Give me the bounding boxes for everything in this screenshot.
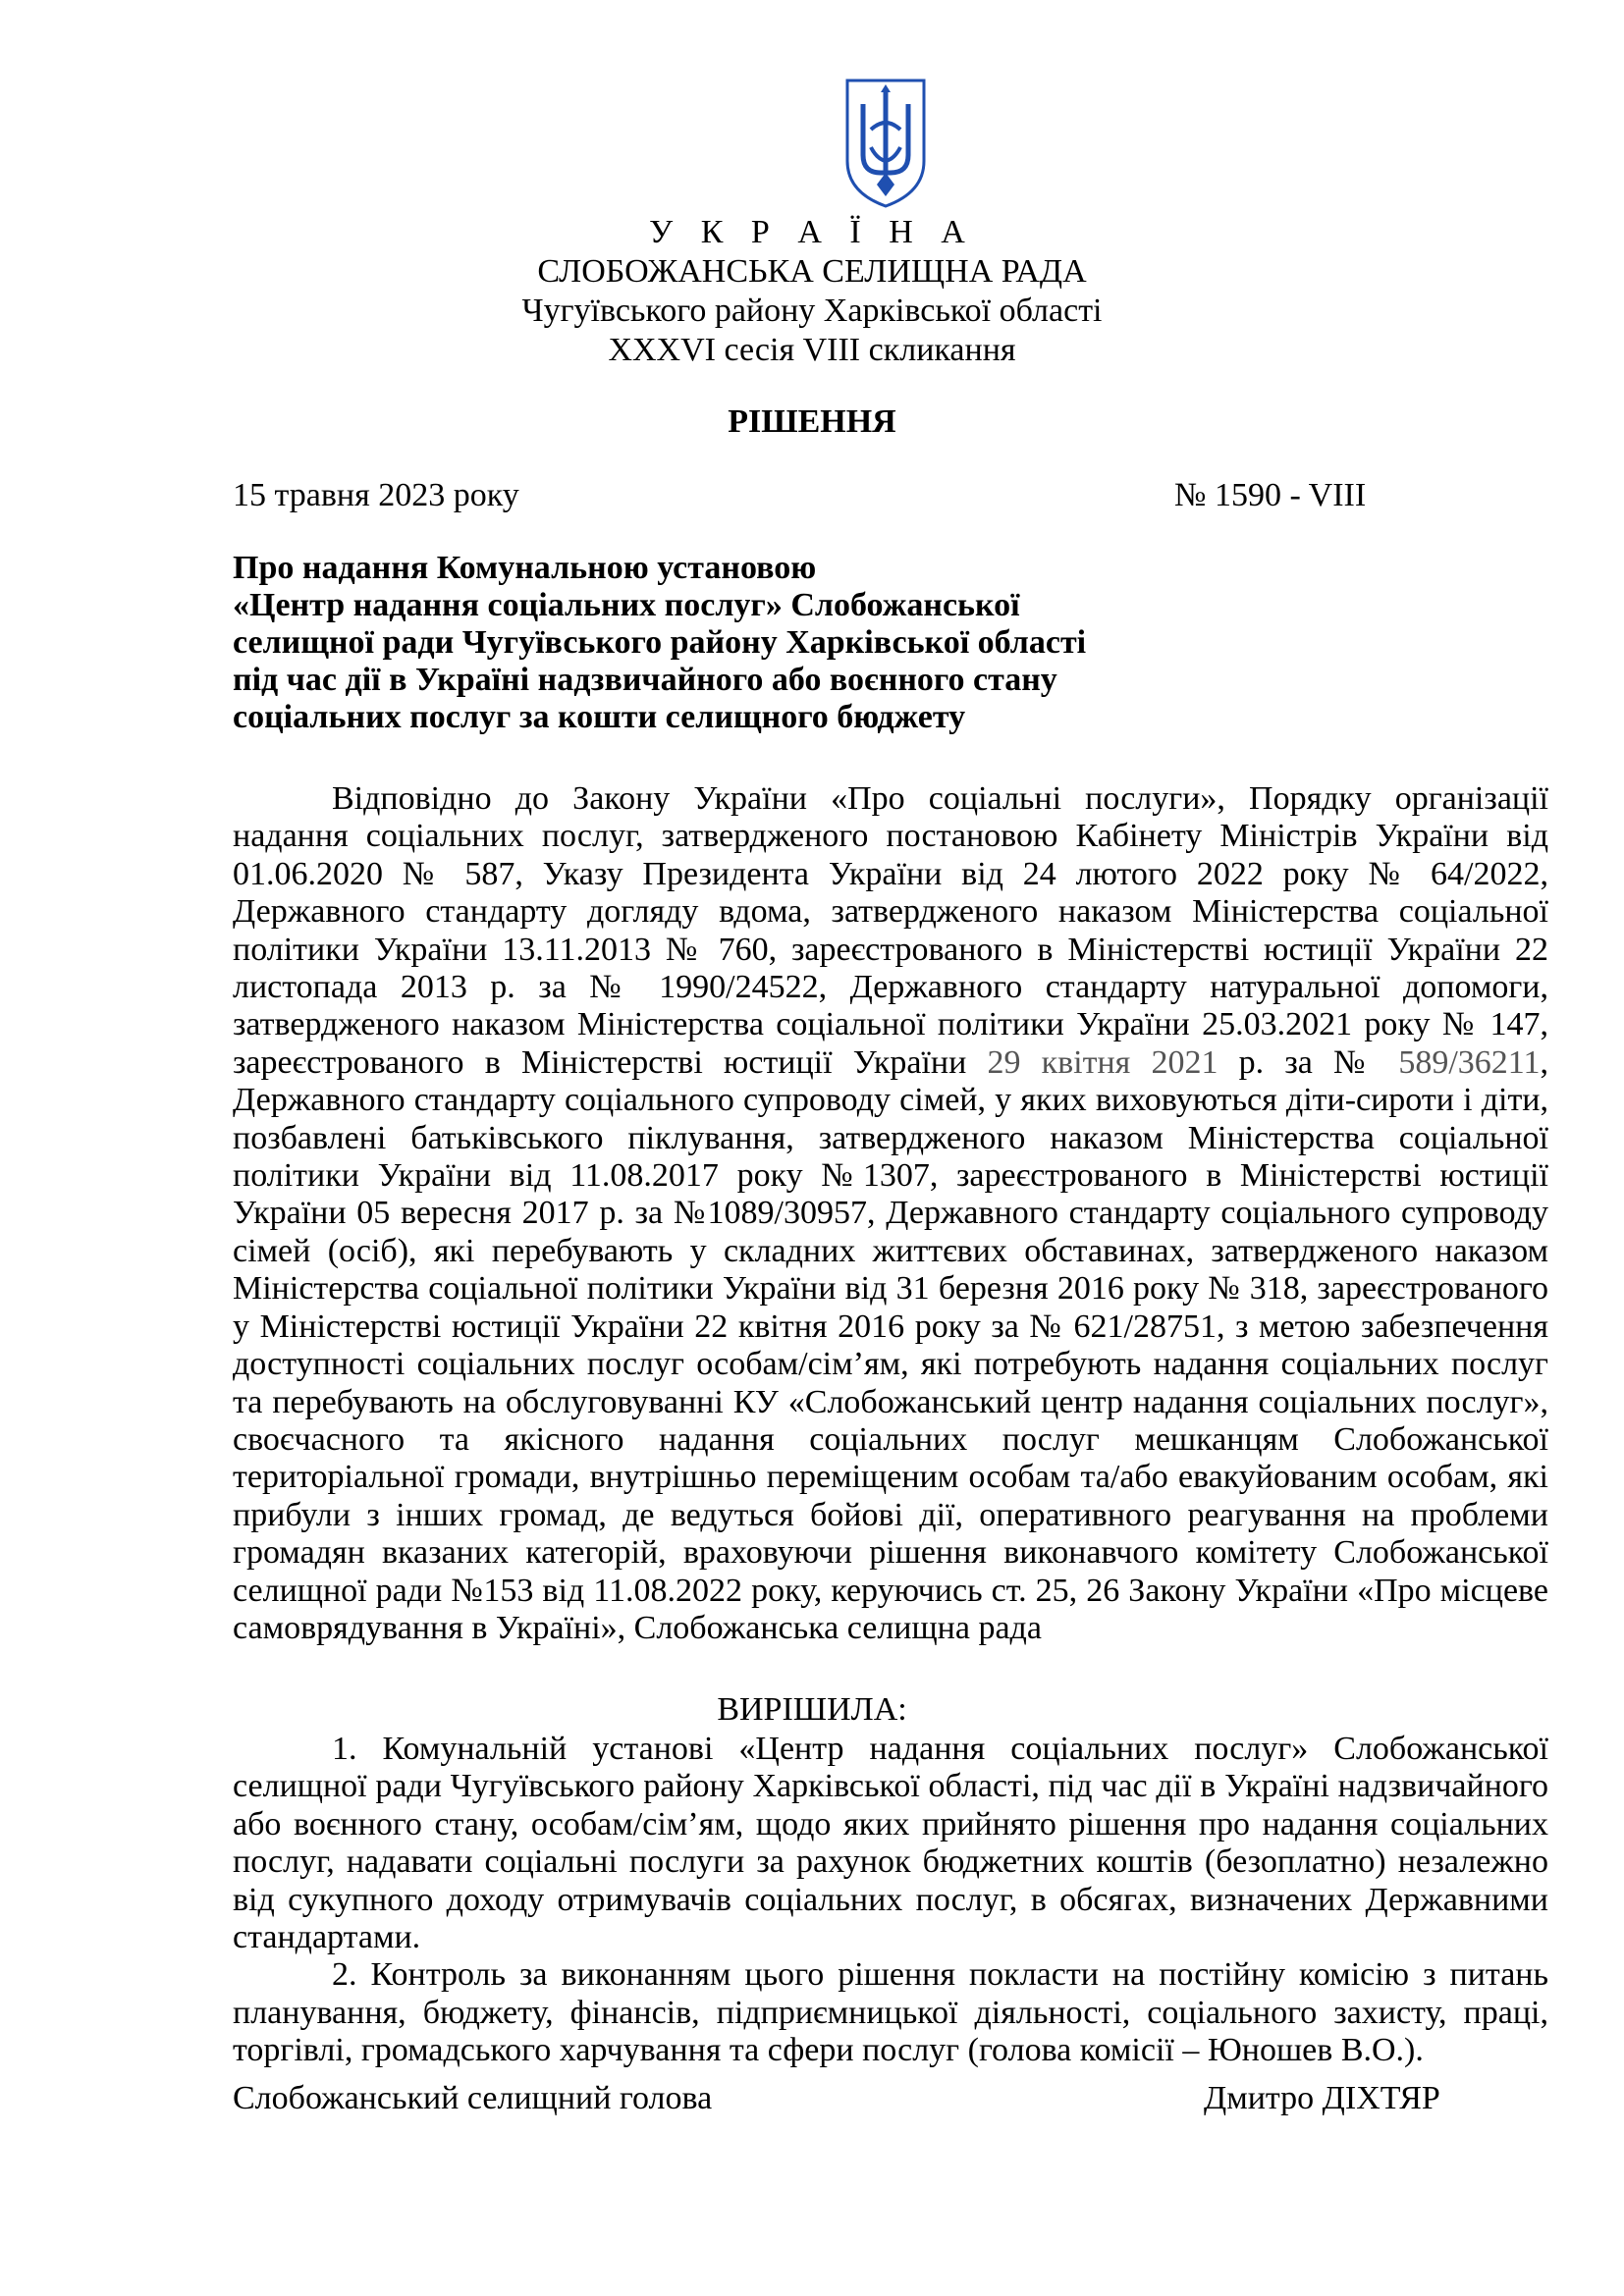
preamble-number-highlight: 589/36211 <box>1398 1043 1541 1081</box>
decision-item: 2. Контроль за виконанням цього рішення покласти на постійну комісію з питань планування, бюджету, фінансів, підприємницької діяльності, соціального захисту, праці, торгівлі, громадського харчування та сфери послуг (голова комісії – Юношев В.О.). <box>233 1956 1548 2069</box>
preamble-text: , Державного стандарту соціального супроводу сімей, у яких виховуються діти-сироти і діти, позбавлені батьківського піклування, затвердженого наказом Міністерства соціальної політики України від 11.08.2017 року №1307, зареєстрованого в Міністерстві юстиції України 05 вересня 2017 р. за №1089/30957, Державного стандарту соціального супроводу сімей (осіб), які перебувають у складних життєвих обставинах, затвердженого наказом Міністерства соціальної політики України від 31 березня 2016 року № 318, зареєстрованого у Міністерстві юстиції України 22 квітня 2016 року за № 621/28751, з метою забезпечення доступності соціальних послуг особам/сім’ям, які потребують надання соціальних послуг та перебувають на обслуговуванні КУ «Слобожанський центр надання соціальних послуг», своєчасного та якісного надання соціальних послуг мешканцям Слобожанської територіальної громади, внутрішньо переміщеним особам та/або евакуйованим особам, які прибули з інших громад, де ведуться бойові дії, оперативного реагування на проблеми громадян вказаних категорій, враховуючи рішення виконавчого комітету Слобожанської селищної ради №153 від 11.08.2022 року, керуючись ст. 25, 26 Закону України «Про місцеве самоврядування в Україні», Слобожанська селищна рада <box>233 1043 1548 1646</box>
header-country: У К Р А Ї Н А <box>649 214 975 250</box>
decision-item: 1. Комунальній установі «Центр надання соціальних послуг» Слобожанської селищної ради Чугуївського району Харківської області, під час дії в Україні надзвичайного або воєнного стану, особам/сім’ям, щодо яких прийнято рішення про надання соціальних послуг, надавати соціальні послуги за рахунок бюджетних коштів (безоплатно) незалежно від сукупного доходу отримувачів соціальних послуг, в обсягах, визначених Державними стандартами. <box>233 1731 1548 1956</box>
header-council: СЛОБОЖАНСЬКА СЕЛИЩНА РАДА <box>537 253 1087 290</box>
signature-name: Дмитро ДІХТЯР <box>1204 2080 1440 2116</box>
decision-subject <box>233 550 1116 736</box>
subject-line: «Центр надання соціальних послуг» Слобожанської <box>233 587 1020 623</box>
document-type-title: РІШЕННЯ <box>728 403 896 440</box>
header-session: XXXVI сесія VIII скликання <box>608 332 1016 368</box>
decision-number: № 1590 - VIII <box>1174 477 1367 513</box>
preamble-date-highlight: 29 квітня 2021 <box>987 1043 1218 1081</box>
signature-position: Слобожанський селищний голова <box>233 2080 713 2116</box>
subject-line: Про надання Комунальною установою <box>233 550 817 586</box>
resolved-heading: ВИРІШИЛА: <box>717 1691 907 1728</box>
decision-date: 15 травня 2023 року <box>233 477 519 513</box>
preamble-text: Відповідно до Закону України «Про соціальні послуги», Порядку організації надання соціальних послуг, затвердженого постановою Кабінету Міністрів України від 01.06.2020 № 587, Указу Президента України від 24 лютого 2022 року № 64/2022, Державного стандарту догляду вдома, затвердженого наказом Міністерства соціальної політики України 13.11.2013 № 760, зареєстрованого в Міністерстві юстиції України 22 листопада 2013 р. за № 1990/24522, Державного стандарту натуральної допомоги, затвердженого наказом Міністерства соціальної політики України 25.03.2021 року № 147, зареєстрованого в Міністерстві юстиції України <box>233 780 1548 1081</box>
preamble-text: р. за № <box>1218 1043 1399 1081</box>
decision-items <box>233 1731 1548 2070</box>
preamble-paragraph <box>233 780 1548 1647</box>
header-district: Чугуївського району Харківської області <box>521 293 1103 329</box>
subject-line: під час дії в Україні надзвичайного або воєнного стану <box>233 662 1057 698</box>
subject-line: селищної ради Чугуївського району Харківської області <box>233 624 1087 661</box>
subject-line: соціальних послуг за кошти селищного бюджету <box>233 699 966 735</box>
coat-of-arms-icon <box>841 75 930 212</box>
